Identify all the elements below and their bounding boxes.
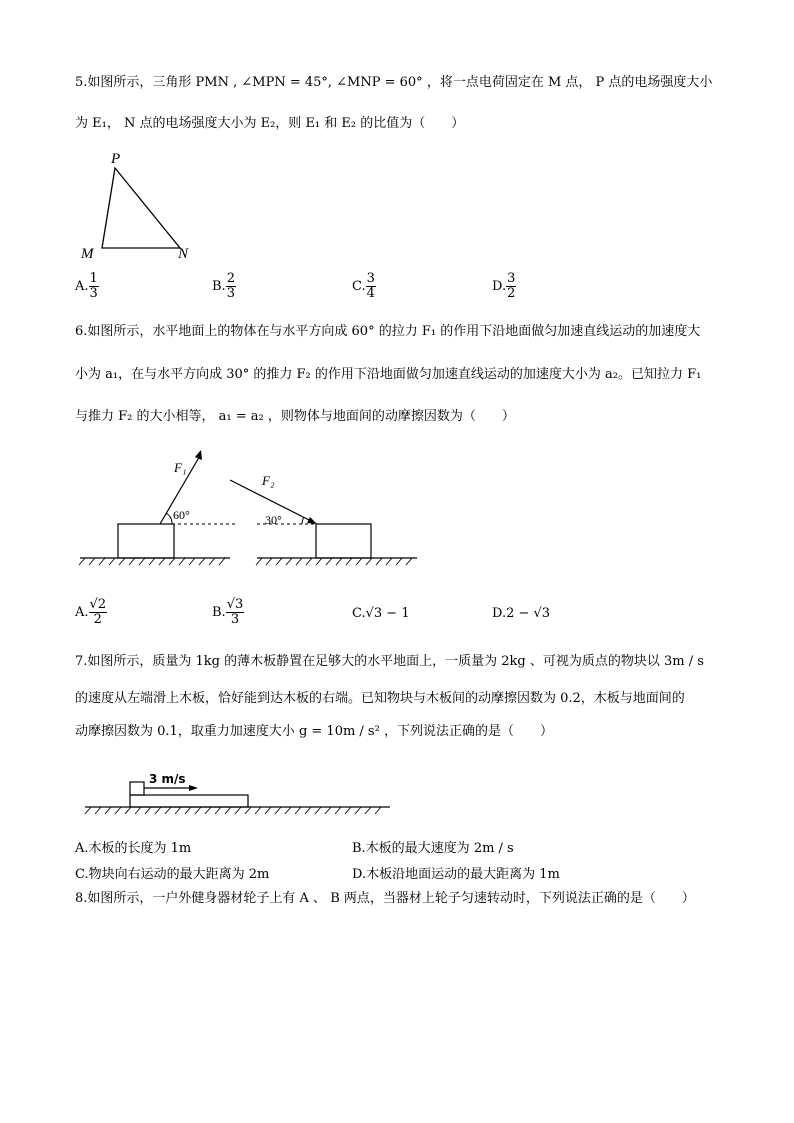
triangle-pmn	[102, 168, 180, 248]
angle-arc-60	[166, 513, 172, 524]
option-letter: D.	[492, 279, 507, 294]
option-letter: A.	[75, 605, 89, 620]
q6-force-figure	[75, 440, 425, 570]
option-text: √3 − 1	[365, 606, 410, 621]
option-letter: D.	[492, 606, 507, 621]
option-letter: B.	[212, 605, 226, 620]
q7-stem-line-3: 动摩擦因数为 0.1，取重力加速度大小 g = 10m / s² ，下列说法正确的是（ ）	[75, 724, 553, 739]
q6-option-a	[75, 598, 107, 627]
label-60-deg: 60°	[173, 508, 190, 522]
option-denominator: 3	[226, 286, 235, 301]
q5-option-a	[75, 272, 99, 301]
q5-triangle-figure	[75, 148, 205, 263]
q6-option-c	[352, 605, 410, 623]
label-n: N	[178, 246, 189, 262]
q5-stem-line-2: 为 E₁， N 点的电场强度大小为 E₂，则 E₁ 和 E₂ 的比值为（ ）	[75, 116, 465, 131]
q7-option-a: A.木板的长度为 1m	[75, 841, 192, 856]
q5-option-b	[212, 272, 236, 301]
velocity-arrowhead	[189, 785, 198, 791]
arrowhead-f1	[195, 450, 202, 460]
q5-stem-line-1: 5.如图所示，三角形 PMN , ∠MPN = 45°, ∠MNP = 60° ，将一点电荷固定在 M 点， P 点的电场强度大小	[75, 75, 713, 90]
ground-hatching	[85, 807, 381, 814]
label-p: P	[111, 151, 121, 167]
q5-option-d	[492, 272, 516, 301]
q7-option-d: D.木板沿地面运动的最大距离为 1m	[352, 867, 560, 882]
small-block	[130, 782, 144, 795]
option-denominator: 2	[93, 612, 102, 627]
left-block	[118, 524, 174, 558]
q6-stem-line-3: 与推力 F₂ 的大小相等， a₁ = a₂ ，则物体与地面间的动摩擦因数为（ ）	[75, 409, 515, 424]
velocity-label: 3 m/s	[149, 772, 186, 786]
option-numerator: 3	[366, 271, 375, 286]
label-30-deg: 30°	[265, 513, 282, 527]
q7-option-b: B.木板的最大速度为 2m / s	[352, 841, 514, 856]
q7-board-figure	[85, 770, 395, 820]
q6-stem-line-1: 6.如图所示，水平地面上的物体在与水平方向成 60° 的拉力 F₁ 的作用下沿地面做匀加速直线运动的加速度大	[75, 324, 701, 339]
option-denominator: 3	[89, 286, 98, 301]
left-ground	[79, 558, 230, 565]
q8-stem-line-1: 8.如图所示，一户外健身器材轮子上有 A 、 B 两点，当器材上轮子匀速转动时，下列说法正确的是（ ）	[75, 891, 695, 906]
option-numerator: 2	[226, 271, 235, 286]
right-block	[316, 524, 371, 558]
option-letter: C.	[352, 279, 366, 294]
option-numerator: 1	[89, 271, 98, 286]
option-numerator: √2	[89, 597, 107, 612]
label-f2: F₂	[262, 473, 275, 488]
wooden-board	[130, 795, 248, 807]
option-denominator: 2	[507, 286, 516, 301]
option-numerator: √3	[226, 597, 244, 612]
q5-option-c	[352, 272, 376, 301]
q7-option-c: C.物块向右运动的最大距离为 2m	[75, 867, 270, 882]
label-f1: F₁	[174, 460, 187, 475]
option-denominator: 3	[230, 612, 240, 627]
q7-stem-line-1: 7.如图所示，质量为 1kg 的薄木板静置在足够大的水平地面上，一质量为 2kg 、可视为质点的物块以 3m / s	[75, 654, 704, 669]
option-letter: B.	[212, 279, 226, 294]
right-ground	[256, 558, 417, 565]
arrowhead-f2	[307, 517, 317, 524]
q6-option-b	[212, 598, 244, 627]
angle-arc-30	[302, 517, 304, 524]
option-numerator: 3	[507, 271, 516, 286]
label-m: M	[81, 246, 94, 262]
q7-stem-line-2: 的速度从左端滑上木板，恰好能到达木板的右端。已知物块与木板间的动摩擦因数为 0.2，木板与地面间的	[75, 691, 685, 706]
option-text: 2 − √3	[506, 606, 551, 621]
q6-option-d	[492, 605, 550, 623]
option-denominator: 4	[366, 286, 375, 301]
option-letter: C.	[352, 606, 366, 621]
option-letter: A.	[75, 279, 89, 294]
q6-stem-line-2: 小为 a₁，在与水平方向成 30° 的推力 F₂ 的作用下沿地面做匀加速直线运动的加速度大小为 a₂。已知拉力 F₁	[75, 367, 702, 382]
